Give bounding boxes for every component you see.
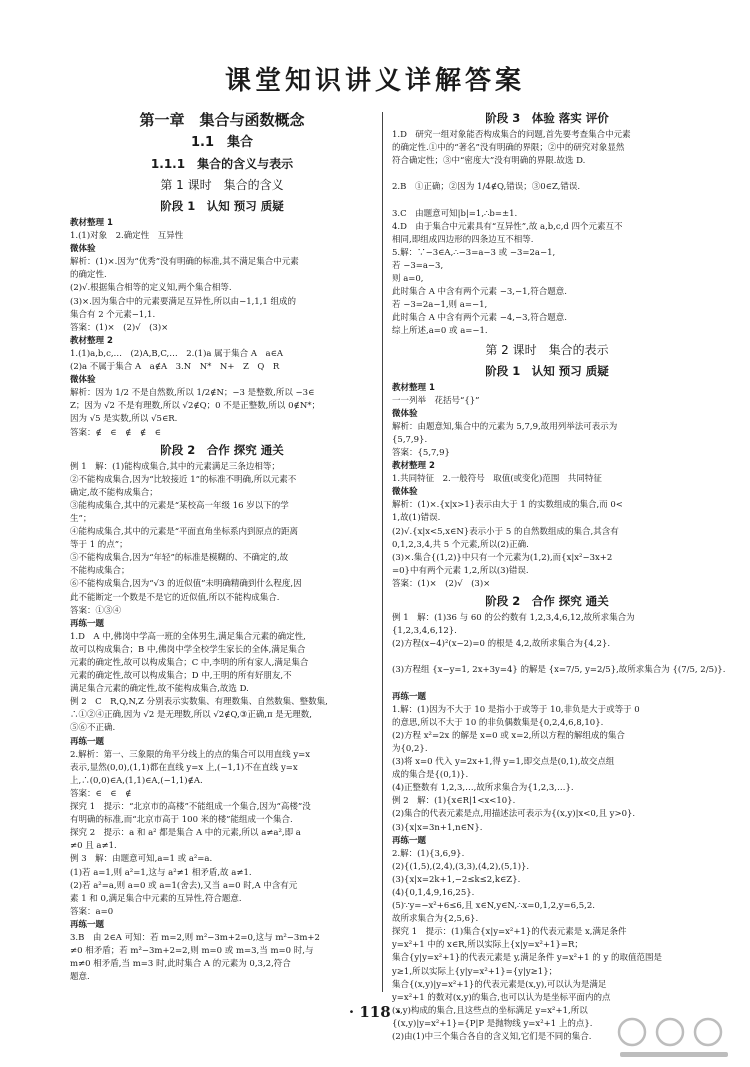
text-line: 为{0,2}. [392, 743, 428, 754]
stage-heading: 阶段 1 认知 预习 质疑 [485, 363, 609, 378]
text-line: 4.D 由于集合中元素具有“互异性”,故 a,b,c,d 四个元素互不 [392, 221, 623, 232]
text-line: 有明确的标准,而“北京市高于 100 米的楼”能组成一个集合. [70, 815, 293, 826]
text-line: y=x²+1 中的 x∈R,所以实际上{x|y=x²+1}=R； [392, 940, 583, 951]
block-label: 再练一题 [70, 618, 105, 629]
text-line: 2.解：(1){3,6,9}. [392, 848, 465, 859]
text-line: 素 1 和 0,满足集合中元素的互异性,符合题意. [70, 893, 242, 904]
text-line: ⑤⑥不正确. [70, 723, 116, 734]
text-line [392, 651, 702, 664]
text-line: ⑥不能构成集合,因为“√3 的近似值”未明确精确到什么程度,因 [70, 579, 302, 590]
text-line: 解析：(1)×.{x|x>1}表示由大于 1 的实数组成的集合,而 0< [392, 500, 623, 511]
text-line: 解析：由题意知,集合中的元素为 5,7,9,故用列举法可表示为 [392, 421, 618, 432]
text-line: 元素的确定性,故可以构成集合；C 中,李明的所有家人,满足集合 [70, 658, 309, 668]
text-line: (4){0,1,4,9,16,25}. [392, 887, 475, 898]
text-line: 答案：∈ ∈ ∉ [70, 788, 132, 799]
text-line: 1.(1)a,b,c,… (2)A,B,C,… 2.(1)a 属于集合 A a∈A [70, 348, 284, 359]
text-line: 的意思,所以不大于 10 的非负偶数集是{0,2,4,6,8,10}. [392, 717, 604, 728]
text-line: 元素的确定性,故可以构成集合；D 中,王明的所有好朋友,不 [70, 671, 292, 682]
text-line: (3){x|x=2k+1,−2≤k≤2,k∈Z}. [392, 874, 521, 885]
text-line: 2.解析：第一、三象限的角平分线上的点的集合可以用直线 y=x [70, 749, 311, 760]
text-line: 答案：(1)× (2)√ (3)× [392, 578, 491, 589]
text-line: 故所求集合为{2,5,6}. [392, 914, 479, 925]
text-line: 3.B 由 2∈A 可知：若 m=2,则 m²−3m+2=0,这与 m²−3m+2 [70, 932, 320, 943]
text-line: 2.B ①正确；②因为 1/4∉Q,错误；③0∈Z,错误. [392, 182, 581, 193]
subsection-heading: 1.1.1 集合的含义与表示 [150, 157, 294, 171]
block-label: 再练一题 [70, 919, 105, 930]
text-line: 此时集合 A 中含有两个元素 −3,−1,符合题意. [392, 287, 567, 298]
text-line: 1.(1)对象 2.确定性 互异性 [70, 231, 184, 242]
text-line: {1,2,3,4,6,12}. [392, 626, 457, 637]
text-line: {5,7,9}. [392, 434, 428, 445]
text-line: ≠0 相矛盾；若 m²−3m+2=2,则 m=0 或 m=3,当 m=0 时,与 [70, 946, 314, 957]
text-line: ③能构成集合,其中的元素是“某校高一年级 16 岁以下的学 [70, 500, 289, 511]
text-line: {(x,y)|y=x²+1}={P|P 是抛物线 y=x²+1 上的点}. [392, 1018, 593, 1029]
text-line: ≠0 且 a≠1. [70, 841, 117, 852]
text-line: 此时集合 A 中含有两个元素 −4,−3,符合题意. [392, 313, 567, 324]
text-line: 集合{(x,y)|y=x²+1}的代表元素是(x,y),可以认为是满足 [392, 979, 607, 990]
text-line: (2)方程(x−4)²(x−2)=0 的根是 4,2,故所求集合为{4,2}. [392, 639, 611, 650]
text-line: m≠0 相矛盾,当 m=3 时,此时集合 A 的元素为 0,3,2,符合 [70, 959, 291, 970]
text-line: 1.D A 中,佛岗中学高一班的全体男生,满足集合元素的确定性, [70, 631, 306, 642]
text-line: 0,1,2,3,4,共 5 个元素,所以(2)正确. [392, 539, 529, 550]
text-line: 答案：①③④ [70, 605, 122, 616]
page-number: · 118 · [348, 1003, 402, 1021]
block-label: 微体验 [392, 408, 418, 419]
text-line: 故可以构成集合；B 中,佛岗中学全校学生家长的全体,满足集合 [70, 644, 306, 655]
lesson-heading: 第 1 课时 集合的含义 [160, 178, 284, 192]
text-line [392, 677, 702, 690]
text-line: 上,∴(0,0)∈A,(1,1)∈A,(−1,1)∉A. [70, 775, 203, 786]
block-label: 微体验 [392, 487, 418, 498]
block-label: 微体验 [70, 244, 96, 255]
block-label: 再练一题 [392, 691, 427, 702]
block-label: 教材整理 1 [392, 382, 435, 393]
text-line: (2){(1,5),(2,4),(3,3),(4,2),(5,1)}. [392, 861, 530, 872]
block-label: 教材整理 2 [392, 461, 435, 472]
left-column [70, 108, 374, 993]
text-line: (2)集合的代表元素是点,用描述法可表示为{(x,y)|x<0,且 y>0}. [392, 809, 636, 820]
text-line: ②不能构成集合,因为“比较接近 1”的标准不明确,所以元素不 [70, 474, 297, 485]
stage-heading: 阶段 2 合作 探究 通关 [485, 594, 609, 608]
text-line: 表示,显然(0,0),(1,1)都在直线 y=x 上,(−1,1)不在直线 y=x [70, 762, 298, 773]
page-title: 课堂知识讲义详解答案 [224, 66, 525, 96]
text-line: 则 a=0, [392, 274, 424, 285]
text-line: 例 2 C R,Q,N,Z 分别表示实数集、有理数集、自然数集、整数集, [70, 697, 328, 708]
text-line: 若 −3=a−3, [392, 260, 444, 271]
text-line: Z；因为 √2 不是有理数,所以 √2∉Q；0 不是正整数,所以 0∉N*； [70, 401, 321, 412]
text-line: 例 2 解：(1){x∈R|1<x<10}. [392, 796, 516, 807]
text-line: 答案：(1)× (2)√ (3)× [70, 322, 169, 333]
text-line: 5.解：∵−3∈A,∴−3=a−3 或 −3=2a−1, [392, 247, 556, 258]
watermark-logo [612, 1012, 736, 1060]
text-line: 例 3 解：由题意可知,a=1 或 a²=a. [70, 854, 213, 865]
text-line: y=x²+1 的数对(x,y)的集合,也可以认为是坐标平面内的点 [392, 992, 611, 1003]
text-line: 1,故(1)错误. [392, 513, 441, 524]
text-line: 此不能断定一个数是不是它的近似值,所以不能构成集合. [70, 592, 280, 603]
text-line: (3)×.集合{(1,2)}中只有一个元素为(1,2),而{x|x²−3x+2 [392, 552, 613, 563]
text-line: (3)将 x=0 代入 y=2x+1,得 y=1,即交点是(0,1),故交点组 [392, 757, 615, 768]
text-line: 答案：{5,7,9} [392, 447, 450, 458]
text-line: 例 1 解：(1)36 与 60 的公约数有 1,2,3,4,6,12,故所求集合为 [392, 613, 635, 623]
text-line: 生”； [70, 513, 92, 524]
text-line: (3){x|x=3n+1,n∈N}. [392, 822, 483, 833]
text-line: 探究 1 提示：“北京市的高楼”不能组成一个集合,因为“高楼”没 [70, 802, 311, 813]
text-line: (3)×.因为集合中的元素要满足互异性,所以由−1,1,1 组成的 [70, 296, 297, 307]
text-line: 等于 1 的点”； [70, 540, 128, 551]
text-line: (2)由(1)中三个集合各自的含义知,它们是不同的集合. [392, 1032, 592, 1042]
text-line: (5)∵y=−x²+6≤6,且 x∈N,y∈N,∴x=0,1,2,y=6,5,2. [392, 901, 595, 912]
text-line: y≥1,所以实际上{y|y=x²+1}={y|y≥1}； [392, 966, 558, 977]
text-line: 1.D 研究一组对象能否构成集合的问题,首先要考查集合中元素 [392, 130, 631, 140]
text-line: 集合有 2 个元素−1,1. [70, 309, 156, 320]
text-line: 集合{y|y=x²+1}的代表元素是 y,满足条件 y=x²+1 的 y 的取值范围是 [392, 953, 662, 964]
text-line: ⑤不能构成集合,因为“年轻”的标准是模糊的、不确定的,故 [70, 553, 289, 564]
text-line: =0}中有两个元素 1,2,所以(3)错误. [392, 565, 529, 576]
text-line: 成的集合是{(0,1)}. [392, 770, 469, 781]
text-line: ④能构成集合,其中的元素是“平面直角坐标系内到原点的距离 [70, 527, 299, 538]
text-line: 题意. [70, 972, 90, 983]
text-line [392, 194, 702, 207]
text-line: (x,y)构成的集合,且这些点的坐标满足 y=x²+1,所以 [392, 1005, 588, 1016]
stage-heading: 阶段 2 合作 探究 通关 [160, 442, 284, 457]
chapter-heading: 第一章 集合与函数概念 [139, 111, 305, 129]
text-line: 一一列举 花括号“{}” [392, 395, 480, 406]
text-line: (3)方程组 {x−y=1, 2x+3y=4} 的解是 {x=7/5, y=2/5},故所求集合为 {(7/5, 2/5)}. [392, 665, 726, 676]
text-line [392, 168, 702, 181]
text-line: 探究 1 提示：(1)集合{x|y=x²+1}的代表元素是 x,满足条件 [392, 927, 627, 938]
stage-heading: 阶段 3 体验 落实 评价 [485, 111, 609, 125]
right-column [392, 108, 726, 1042]
text-line: 3.C 由题意可知|b|=1,∴b=±1. [392, 208, 518, 219]
text-line: 1.共同特征 2.一般符号 取值(或变化)范围 共同特征 [392, 474, 602, 485]
text-line: 因为 √5 是实数,所以 √5∈R. [70, 414, 178, 425]
stage-heading: 阶段 1 认知 预习 质疑 [160, 199, 284, 213]
text-line: (4)正整数有 1,2,3,…,故所求集合为{1,2,3,…}. [392, 783, 574, 794]
text-line: 探究 2 提示：a 和 a² 都是集合 A 中的元素,所以 a≠a²,即 a [70, 828, 301, 839]
block-label: 再练一题 [70, 736, 105, 747]
text-line: 若 −3=2a−1,则 a=−1, [392, 300, 488, 311]
text-line: 的确定性. [70, 270, 107, 281]
text-line: 的确定性.①中的“著名”没有明确的界限；②中的研究对象显然 [392, 143, 625, 154]
text-line: (2)√.{x|x<5,x∈N}表示小于 5 的自然数组成的集合,其含有 [392, 526, 619, 537]
text-line: 例 1 解：(1)能构成集合,其中的元素满足三条边相等； [70, 461, 280, 472]
text-line: 不能构成集合； [70, 566, 130, 577]
lesson-heading: 第 2 课时 集合的表示 [485, 342, 609, 357]
text-line: 综上所述,a=0 或 a=−1. [392, 326, 488, 337]
text-line: (2)√.根据集合相等的定义知,两个集合相等. [70, 283, 232, 294]
text-line: 答案：a=0 [70, 906, 114, 917]
text-line: (2)a 不属于集合 A a∉A 3.N N* N+ Z Q R [70, 362, 280, 373]
text-line: 1.解：(1)因为不大于 10 是指小于或等于 10,非负是大于或等于 0 [392, 704, 640, 715]
text-line: (2)方程 x²=2x 的解是 x=0 或 x=2,所以方程的解组成的集合 [392, 730, 625, 741]
block-label: 再练一题 [392, 835, 427, 846]
block-label: 微体验 [70, 375, 96, 386]
text-line: 相同,即组成四边形的四条边互不相等. [392, 234, 534, 245]
column-divider [382, 112, 383, 992]
text-line: (2)若 a²=a,则 a=0 或 a=1(舍去),又当 a=0 时,A 中含有元 [70, 880, 298, 891]
text-line: 解析：因为 1/2 不是自然数,所以 1/2∉N；−3 是整数,所以 −3∈ [70, 388, 315, 399]
text-line: 符合确定性；③中“密度大”没有明确的界限.故选 D. [392, 156, 586, 167]
text-line: 答案：∉ ∈ ∉ ∉ ∈ [70, 427, 161, 438]
text-line: 解析：(1)×.因为“优秀”没有明确的标准,其不满足集合中元素 [70, 257, 299, 268]
block-label: 教材整理 2 [70, 335, 113, 346]
section-heading: 1.1 集合 [190, 135, 254, 150]
text-line: ∴①②④正确,因为 √2 是无理数,所以 √2∉Q,③正确,π 是无理数, [70, 710, 313, 721]
text-line: 满足集合元素的确定性,故不能构成集合,故选 D. [70, 684, 249, 695]
text-line: 确定,故不能构成集合； [70, 487, 158, 498]
text-line: (1)若 a=1,则 a²=1,这与 a²≠1 相矛盾,故 a≠1. [70, 867, 252, 878]
block-label: 教材整理 1 [70, 218, 113, 228]
